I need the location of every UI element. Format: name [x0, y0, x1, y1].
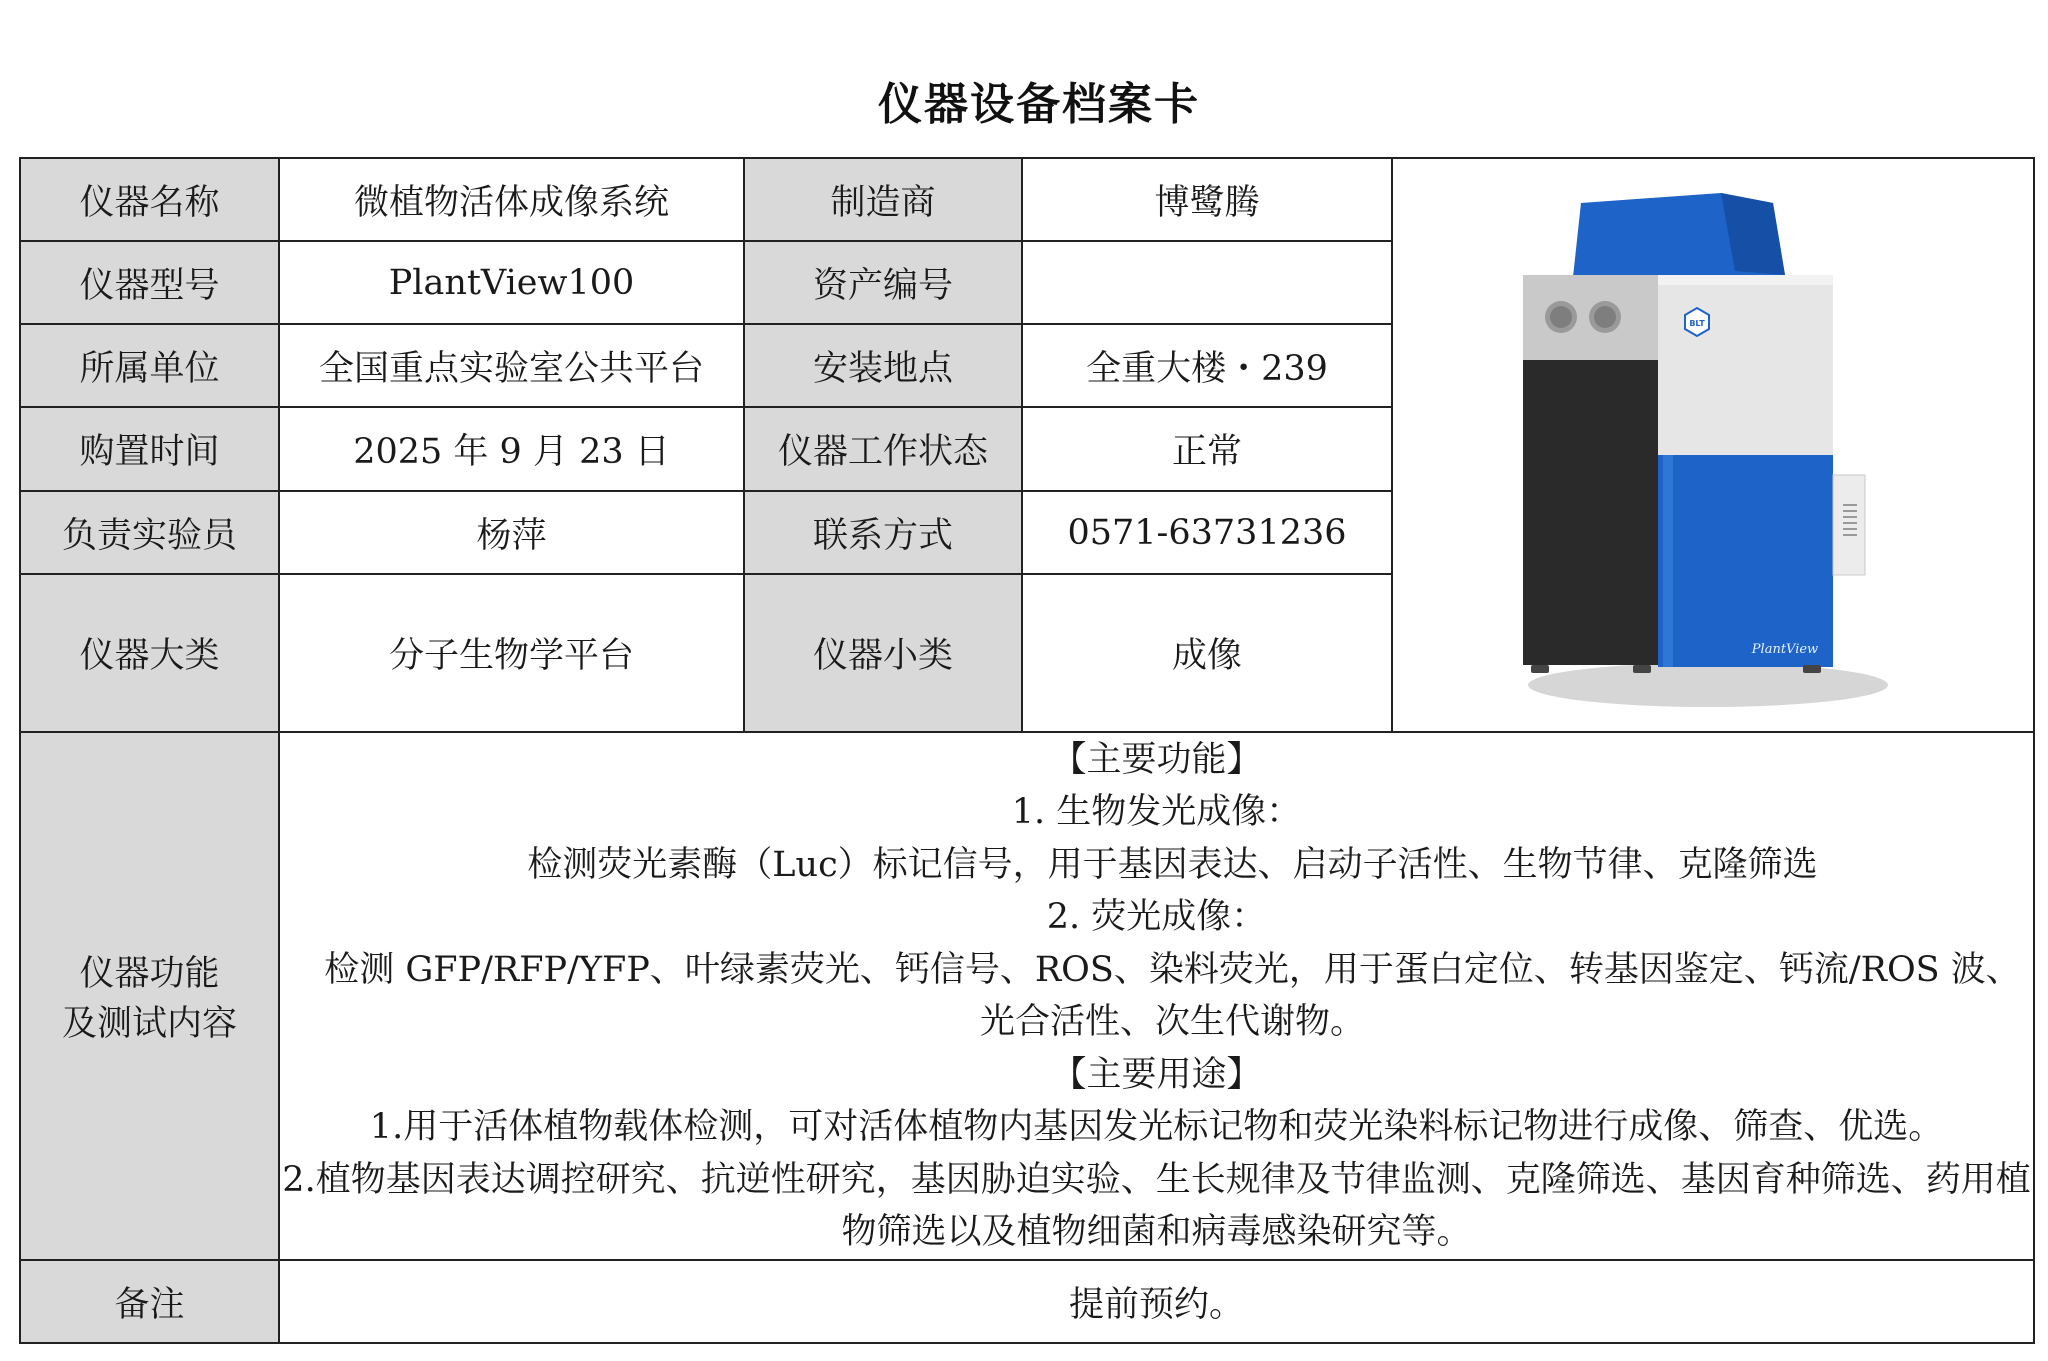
functions-content	[279, 732, 2034, 1260]
label-instrument-name: 仪器名称	[20, 158, 279, 241]
instrument-card-table	[19, 157, 2035, 1344]
use-item2: 2.植物基因表达调控研究、抗逆性研究，基因胁迫实验、生长规律及节律监测、克隆筛选、基因育种筛选、药用植物筛选以及植物细菌和病毒感染研究等。	[282, 1159, 2031, 1252]
instrument-photo	[1503, 175, 1923, 715]
row-name	[20, 158, 2034, 241]
value-model: PlantView100	[279, 241, 744, 324]
photo-logo-text: BLT	[1689, 319, 1705, 328]
label-unit: 所属单位	[20, 324, 279, 407]
photo-shadow	[1528, 663, 1888, 707]
value-manufacturer: 博鹭腾	[1022, 158, 1392, 241]
label-status: 仪器工作状态	[744, 407, 1022, 491]
label-operator: 负责实验员	[20, 491, 279, 574]
value-location: 全重大楼・239	[1022, 324, 1392, 407]
label-contact: 联系方式	[744, 491, 1022, 574]
label-manufacturer: 制造商	[744, 158, 1022, 241]
value-asset-no	[1022, 241, 1392, 324]
use-item1: 1.用于活体植物载体检测，可对活体植物内基因发光标记物和荧光染料标记物进行成像、筛查、优选。	[369, 1107, 1944, 1147]
value-purchase-date: 2025 年 9 月 23 日	[279, 407, 744, 491]
function-item2-desc: 检测 GFP/RFP/YFP、叶绿素荧光、钙信号、ROS、染料荧光，用于蛋白定位、转基因鉴定、钙流/ROS 波、光合活性、次生代谢物。	[324, 949, 2021, 1042]
page-title: 仪器设备档案卡	[878, 79, 1200, 130]
heading-main-functions: 【主要功能】	[1051, 739, 1262, 780]
function-item1-desc: 检测荧光素酶（Luc）标记信号，用于基因表达、启动子活性、生物节律、克隆筛选	[527, 844, 1818, 885]
value-operator: 杨萍	[279, 491, 744, 574]
label-minor-category: 仪器小类	[744, 574, 1022, 732]
label-asset-no: 资产编号	[744, 241, 1022, 324]
value-contact: 0571-63731236	[1022, 491, 1392, 574]
value-status: 正常	[1022, 407, 1392, 491]
photo-lower-body	[1658, 455, 1833, 667]
label-purchase-date: 购置时间	[20, 407, 279, 491]
value-remarks: 提前预约。	[279, 1260, 2034, 1343]
label-functions	[20, 732, 279, 1260]
heading-main-uses: 【主要用途】	[1051, 1054, 1262, 1095]
photo-side-panel	[1833, 475, 1865, 575]
label-remarks: 备注	[20, 1260, 279, 1343]
value-minor-category: 成像	[1022, 574, 1392, 732]
row-remarks	[20, 1260, 2034, 1343]
label-major-category: 仪器大类	[20, 574, 279, 732]
function-item2-title: 2. 荧光成像：	[1046, 897, 1267, 937]
value-major-category: 分子生物学平台	[279, 574, 744, 732]
instrument-photo-cell	[1392, 158, 2034, 732]
function-item1-title: 1. 生物发光成像：	[1011, 792, 1302, 832]
photo-door	[1523, 360, 1658, 665]
photo-foot	[1531, 665, 1549, 673]
label-functions-line1: 仪器功能	[79, 954, 220, 994]
row-functions	[20, 732, 2034, 1260]
value-instrument-name: 微植物活体成像系统	[279, 158, 744, 241]
label-model: 仪器型号	[20, 241, 279, 324]
value-unit: 全国重点实验室公共平台	[279, 324, 744, 407]
label-location: 安装地点	[744, 324, 1022, 407]
label-functions-line2: 及测试内容	[61, 1004, 237, 1044]
photo-brand-text: PlantView	[1751, 642, 1819, 657]
